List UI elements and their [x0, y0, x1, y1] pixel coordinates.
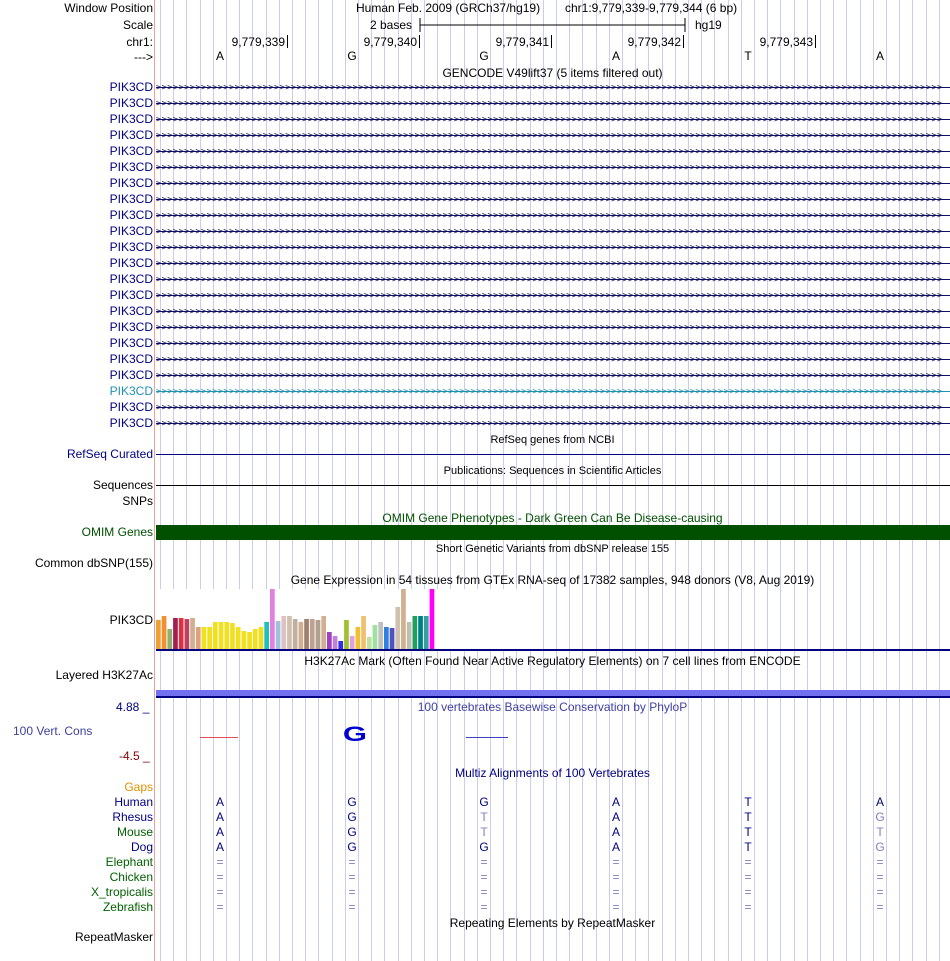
- scale-label: Scale: [122, 18, 153, 32]
- species-label[interactable]: Human: [114, 795, 153, 809]
- alignment-base: G: [347, 825, 357, 839]
- sequence-base: A: [875, 49, 884, 63]
- sidebar-divider: [154, 0, 155, 961]
- gencode-gene-label[interactable]: PIK3CD: [109, 416, 153, 430]
- gtex-bar[interactable]: [333, 636, 338, 649]
- gencode-gene-label[interactable]: PIK3CD: [109, 336, 153, 350]
- alignment-base: G: [347, 795, 357, 809]
- gtex-bar[interactable]: [395, 607, 400, 649]
- strand-arrows: >>>>>>>>>>>>>>>>>>>>>>>>>>>>>>>>>>>>>>>>>>>>>>>>>>>>>>>>>>>>>>>>>>>>>>>>>>>>>>>>>>>>>>>>>>>>>>>>>>>>>>>>>>>>>>>>>>>>>>>>>>>>>>>>>>>>>>>>>>>>: [156, 179, 943, 189]
- gtex-bar[interactable]: [281, 616, 286, 649]
- coordinate-label: 9,779,343: [759, 35, 813, 49]
- gencode-title: GENCODE V49lift37 (5 items filtered out): [442, 66, 663, 80]
- alignment-base: T: [744, 810, 752, 824]
- strand-arrows: >>>>>>>>>>>>>>>>>>>>>>>>>>>>>>>>>>>>>>>>>>>>>>>>>>>>>>>>>>>>>>>>>>>>>>>>>>>>>>>>>>>>>>>>>>>>>>>>>>>>>>>>>>>>>>>>>>>>>>>>>>>>>>>>>>>>>>>>>>>>: [156, 243, 943, 253]
- omim-title: OMIM Gene Phenotypes - Dark Green Can Be Disease-causing: [382, 511, 723, 525]
- alignment-base: T: [876, 825, 884, 839]
- gtex-bar[interactable]: [270, 589, 275, 649]
- alignment-base: =: [612, 900, 620, 914]
- gtex-bar[interactable]: [401, 589, 406, 649]
- strand-arrows: >>>>>>>>>>>>>>>>>>>>>>>>>>>>>>>>>>>>>>>>>>>>>>>>>>>>>>>>>>>>>>>>>>>>>>>>>>>>>>>>>>>>>>>>>>>>>>>>>>>>>>>>>>>>>>>>>>>>>>>>>>>>>>>>>>>>>>>>>>>>: [156, 387, 943, 397]
- alignment-base: =: [348, 885, 356, 899]
- chr-label: chr1:: [126, 35, 153, 49]
- repeatmasker-title: Repeating Elements by RepeatMasker: [449, 916, 656, 930]
- sequence-base: A: [215, 49, 224, 63]
- gtex-bar[interactable]: [407, 622, 412, 649]
- gtex-bar[interactable]: [413, 616, 418, 649]
- assembly-text: Human Feb. 2009 (GRCh37/hg19): [356, 1, 541, 15]
- coordinate-tick: [551, 35, 552, 48]
- alignment-base: G: [479, 795, 489, 809]
- gtex-bar[interactable]: [247, 632, 252, 649]
- gtex-bar[interactable]: [367, 637, 372, 649]
- scale-db: hg19: [695, 18, 722, 32]
- strand-arrows: >>>>>>>>>>>>>>>>>>>>>>>>>>>>>>>>>>>>>>>>>>>>>>>>>>>>>>>>>>>>>>>>>>>>>>>>>>>>>>>>>>>>>>>>>>>>>>>>>>>>>>>>>>>>>>>>>>>>>>>>>>>>>>>>>>>>>>>>>>>>: [156, 323, 943, 333]
- alignment-base: =: [348, 855, 356, 869]
- alignment-base: =: [216, 870, 224, 884]
- gencode-gene-label[interactable]: PIK3CD: [109, 144, 153, 158]
- strand-arrows: >>>>>>>>>>>>>>>>>>>>>>>>>>>>>>>>>>>>>>>>>>>>>>>>>>>>>>>>>>>>>>>>>>>>>>>>>>>>>>>>>>>>>>>>>>>>>>>>>>>>>>>>>>>>>>>>>>>>>>>>>>>>>>>>>>>>>>>>>>>>: [156, 355, 943, 365]
- gtex-bar[interactable]: [361, 616, 366, 649]
- gtex-bar[interactable]: [304, 619, 309, 649]
- alignment-base: T: [744, 840, 752, 854]
- gencode-gene-label[interactable]: PIK3CD: [109, 272, 153, 286]
- alignment-base: T: [744, 795, 752, 809]
- gtex-bar[interactable]: [356, 627, 361, 649]
- sequence-base: A: [611, 49, 620, 63]
- strand-arrows: >>>>>>>>>>>>>>>>>>>>>>>>>>>>>>>>>>>>>>>>>>>>>>>>>>>>>>>>>>>>>>>>>>>>>>>>>>>>>>>>>>>>>>>>>>>>>>>>>>>>>>>>>>>>>>>>>>>>>>>>>>>>>>>>>>>>>>>>>>>>: [156, 371, 943, 381]
- species-label[interactable]: Zebrafish: [102, 900, 153, 914]
- h3k27ac-label[interactable]: Layered H3K27Ac: [55, 668, 153, 682]
- phylop-ymin: -4.5 _: [119, 749, 150, 763]
- alignment-base: T: [744, 825, 752, 839]
- snps-label[interactable]: SNPs: [122, 494, 153, 508]
- h3k27ac-title: H3K27Ac Mark (Often Found Near Active Regulatory Elements) on 7 cell lines from ENCODE: [304, 654, 801, 668]
- coordinate-label: 9,779,341: [495, 35, 549, 49]
- alignment-base: =: [348, 870, 356, 884]
- alignment-base: A: [875, 795, 884, 809]
- sequence-base: T: [744, 49, 752, 63]
- refseq-label[interactable]: RefSeq Curated: [66, 447, 153, 461]
- alignment-base: G: [347, 840, 357, 854]
- window-position-label: Window Position: [64, 1, 153, 15]
- gtex-bar[interactable]: [321, 616, 326, 649]
- alignment-base: =: [612, 855, 620, 869]
- alignment-base: =: [480, 855, 488, 869]
- gtex-bar[interactable]: [167, 629, 172, 649]
- strand-arrows: >>>>>>>>>>>>>>>>>>>>>>>>>>>>>>>>>>>>>>>>>>>>>>>>>>>>>>>>>>>>>>>>>>>>>>>>>>>>>>>>>>>>>>>>>>>>>>>>>>>>>>>>>>>>>>>>>>>>>>>>>>>>>>>>>>>>>>>>>>>>: [156, 403, 943, 413]
- strand-arrows: >>>>>>>>>>>>>>>>>>>>>>>>>>>>>>>>>>>>>>>>>>>>>>>>>>>>>>>>>>>>>>>>>>>>>>>>>>>>>>>>>>>>>>>>>>>>>>>>>>>>>>>>>>>>>>>>>>>>>>>>>>>>>>>>>>>>>>>>>>>>: [156, 163, 943, 173]
- alignment-base: =: [612, 870, 620, 884]
- h3k27ac-baseline: [156, 696, 950, 698]
- gtex-bar[interactable]: [418, 616, 423, 649]
- refseq-line[interactable]: [156, 454, 950, 455]
- gtex-bar[interactable]: [384, 627, 389, 649]
- gtex-title: Gene Expression in 54 tissues from GTEx RNA-seq of 17382 samples, 948 donors (V8, Aug 2019): [290, 573, 815, 587]
- omim-bar[interactable]: [156, 525, 950, 540]
- phylop-ymax: 4.88 _: [116, 700, 150, 714]
- gtex-bar[interactable]: [213, 622, 218, 649]
- alignment-base: G: [479, 840, 489, 854]
- gencode-gene-label[interactable]: PIK3CD: [109, 288, 153, 302]
- alignment-base: =: [216, 855, 224, 869]
- gtex-label[interactable]: PIK3CD: [109, 613, 153, 627]
- gencode-gene-label[interactable]: PIK3CD: [109, 400, 153, 414]
- alignment-base: A: [611, 825, 620, 839]
- strand-arrows: >>>>>>>>>>>>>>>>>>>>>>>>>>>>>>>>>>>>>>>>>>>>>>>>>>>>>>>>>>>>>>>>>>>>>>>>>>>>>>>>>>>>>>>>>>>>>>>>>>>>>>>>>>>>>>>>>>>>>>>>>>>>>>>>>>>>>>>>>>>>: [156, 99, 943, 109]
- phylop-title: 100 vertebrates Basewise Conservation by PhyloP: [417, 700, 688, 714]
- gencode-gene-label[interactable]: PIK3CD: [109, 240, 153, 254]
- gencode-gene-label[interactable]: PIK3CD: [109, 176, 153, 190]
- gtex-bar[interactable]: [162, 616, 167, 649]
- gencode-gene-label[interactable]: PIK3CD: [109, 304, 153, 318]
- alignment-base: =: [876, 900, 884, 914]
- coordinate-tick: [287, 35, 288, 48]
- strand-arrows: >>>>>>>>>>>>>>>>>>>>>>>>>>>>>>>>>>>>>>>>>>>>>>>>>>>>>>>>>>>>>>>>>>>>>>>>>>>>>>>>>>>>>>>>>>>>>>>>>>>>>>>>>>>>>>>>>>>>>>>>>>>>>>>>>>>>>>>>>>>>: [156, 211, 943, 221]
- alignment-base: =: [612, 885, 620, 899]
- gencode-gene-label[interactable]: PIK3CD: [109, 96, 153, 110]
- gtex-bar[interactable]: [185, 619, 190, 649]
- gaps-label[interactable]: Gaps: [124, 780, 153, 794]
- alignment-base: G: [347, 810, 357, 824]
- species-label[interactable]: X_tropicalis: [90, 885, 153, 899]
- gtex-bar[interactable]: [173, 618, 178, 649]
- gtex-baseline: [156, 649, 950, 651]
- coordinate-tick: [419, 35, 420, 48]
- gtex-bar[interactable]: [390, 628, 395, 649]
- phylop-label[interactable]: 100 Vert. Cons: [13, 724, 93, 738]
- alignment-base: T: [480, 825, 488, 839]
- gtex-bar[interactable]: [310, 619, 315, 649]
- species-label[interactable]: Chicken: [109, 870, 153, 884]
- strand-arrows: >>>>>>>>>>>>>>>>>>>>>>>>>>>>>>>>>>>>>>>>>>>>>>>>>>>>>>>>>>>>>>>>>>>>>>>>>>>>>>>>>>>>>>>>>>>>>>>>>>>>>>>>>>>>>>>>>>>>>>>>>>>>>>>>>>>>>>>>>>>>: [156, 291, 943, 301]
- gtex-bar[interactable]: [316, 620, 321, 649]
- alignment-base: =: [348, 900, 356, 914]
- gtex-bar[interactable]: [242, 631, 247, 649]
- gtex-bar[interactable]: [430, 589, 435, 649]
- alignment-base: =: [480, 870, 488, 884]
- dbsnp-title: Short Genetic Variants from dbSNP release 155: [435, 543, 670, 555]
- alignment-base: G: [875, 840, 885, 854]
- scale-text: 2 bases: [370, 18, 413, 32]
- coordinate-tick: [683, 35, 684, 48]
- gtex-bar[interactable]: [373, 625, 378, 649]
- species-label[interactable]: Dog: [130, 840, 153, 854]
- alignment-base: =: [744, 900, 752, 914]
- position-text[interactable]: chr1:9,779,339-9,779,344 (6 bp): [565, 1, 738, 15]
- alignment-base: =: [216, 885, 224, 899]
- alignment-base: =: [876, 855, 884, 869]
- sequence-base: G: [479, 49, 489, 63]
- alignment-base: A: [611, 795, 620, 809]
- gtex-bar[interactable]: [196, 627, 201, 649]
- phylop-big-base: [332, 720, 378, 746]
- strand-arrows: >>>>>>>>>>>>>>>>>>>>>>>>>>>>>>>>>>>>>>>>>>>>>>>>>>>>>>>>>>>>>>>>>>>>>>>>>>>>>>>>>>>>>>>>>>>>>>>>>>>>>>>>>>>>>>>>>>>>>>>>>>>>>>>>>>>>>>>>>>>>: [156, 147, 943, 157]
- alignment-base: T: [480, 810, 488, 824]
- strand-arrows: >>>>>>>>>>>>>>>>>>>>>>>>>>>>>>>>>>>>>>>>>>>>>>>>>>>>>>>>>>>>>>>>>>>>>>>>>>>>>>>>>>>>>>>>>>>>>>>>>>>>>>>>>>>>>>>>>>>>>>>>>>>>>>>>>>>>>>>>>>>>: [156, 131, 943, 141]
- gencode-gene-label[interactable]: PIK3CD: [109, 208, 153, 222]
- alignment-base: =: [876, 885, 884, 899]
- alignment-base: A: [215, 840, 224, 854]
- gtex-bar[interactable]: [287, 616, 292, 649]
- gtex-bar[interactable]: [327, 632, 332, 649]
- gencode-gene-label[interactable]: PIK3CD: [109, 256, 153, 270]
- alignment-base: A: [611, 840, 620, 854]
- gtex-bar[interactable]: [190, 618, 195, 649]
- alignment-base: =: [480, 900, 488, 914]
- coordinate-tick: [815, 35, 816, 48]
- multiz-title: Multiz Alignments of 100 Vertebrates: [455, 766, 650, 780]
- strand-label: --->: [134, 50, 153, 64]
- strand-arrows: >>>>>>>>>>>>>>>>>>>>>>>>>>>>>>>>>>>>>>>>>>>>>>>>>>>>>>>>>>>>>>>>>>>>>>>>>>>>>>>>>>>>>>>>>>>>>>>>>>>>>>>>>>>>>>>>>>>>>>>>>>>>>>>>>>>>>>>>>>>>: [156, 307, 943, 317]
- sequence-base: G: [347, 49, 357, 63]
- gtex-bar[interactable]: [299, 622, 304, 649]
- gtex-bar[interactable]: [424, 616, 429, 649]
- alignment-base: =: [744, 885, 752, 899]
- publications-line[interactable]: [156, 485, 950, 486]
- gtex-bar[interactable]: [202, 627, 207, 649]
- gtex-bar[interactable]: [276, 621, 281, 649]
- gencode-gene-label[interactable]: PIK3CD: [109, 128, 153, 142]
- refseq-title: RefSeq genes from NCBI: [490, 434, 615, 446]
- alignment-base: A: [215, 795, 224, 809]
- gtex-bar[interactable]: [338, 641, 343, 649]
- repeatmasker-label[interactable]: RepeatMasker: [74, 930, 153, 944]
- species-label[interactable]: Rhesus: [112, 810, 153, 824]
- gtex-bar[interactable]: [207, 627, 212, 649]
- strand-arrows: >>>>>>>>>>>>>>>>>>>>>>>>>>>>>>>>>>>>>>>>>>>>>>>>>>>>>>>>>>>>>>>>>>>>>>>>>>>>>>>>>>>>>>>>>>>>>>>>>>>>>>>>>>>>>>>>>>>>>>>>>>>>>>>>>>>>>>>>>>>>: [156, 83, 943, 93]
- alignment-base: A: [215, 810, 224, 824]
- gtex-bar[interactable]: [264, 622, 269, 649]
- gencode-gene-label[interactable]: PIK3CD: [109, 112, 153, 126]
- gtex-bar[interactable]: [378, 622, 383, 649]
- phylop-pos-bar: [466, 737, 508, 738]
- coordinate-label: 9,779,339: [231, 35, 285, 49]
- strand-arrows: >>>>>>>>>>>>>>>>>>>>>>>>>>>>>>>>>>>>>>>>>>>>>>>>>>>>>>>>>>>>>>>>>>>>>>>>>>>>>>>>>>>>>>>>>>>>>>>>>>>>>>>>>>>>>>>>>>>>>>>>>>>>>>>>>>>>>>>>>>>>: [156, 227, 943, 237]
- gencode-gene-label[interactable]: PIK3CD: [109, 80, 153, 94]
- gencode-gene-label[interactable]: PIK3CD: [109, 352, 153, 366]
- coordinate-label: 9,779,342: [627, 35, 681, 49]
- omim-label[interactable]: OMIM Genes: [81, 525, 153, 539]
- gtex-bar[interactable]: [224, 622, 229, 649]
- gencode-gene-label[interactable]: PIK3CD: [109, 160, 153, 174]
- alignment-base: G: [875, 810, 885, 824]
- phylop-neg-bar: [200, 737, 238, 738]
- gtex-bar[interactable]: [219, 622, 224, 649]
- strand-arrows: >>>>>>>>>>>>>>>>>>>>>>>>>>>>>>>>>>>>>>>>>>>>>>>>>>>>>>>>>>>>>>>>>>>>>>>>>>>>>>>>>>>>>>>>>>>>>>>>>>>>>>>>>>>>>>>>>>>>>>>>>>>>>>>>>>>>>>>>>>>>: [156, 259, 943, 269]
- gtex-bar[interactable]: [253, 629, 258, 649]
- species-label[interactable]: Mouse: [116, 825, 153, 839]
- gencode-gene-label[interactable]: PIK3CD: [109, 368, 153, 382]
- gtex-bar[interactable]: [350, 636, 355, 649]
- gtex-bar[interactable]: [156, 620, 161, 649]
- species-label[interactable]: Elephant: [105, 855, 153, 869]
- gtex-bar[interactable]: [236, 627, 241, 649]
- alignment-base: A: [215, 825, 224, 839]
- strand-arrows: >>>>>>>>>>>>>>>>>>>>>>>>>>>>>>>>>>>>>>>>>>>>>>>>>>>>>>>>>>>>>>>>>>>>>>>>>>>>>>>>>>>>>>>>>>>>>>>>>>>>>>>>>>>>>>>>>>>>>>>>>>>>>>>>>>>>>>>>>>>>: [156, 419, 943, 429]
- phylop-big-base-text: G: [342, 721, 368, 746]
- alignment-base: =: [480, 885, 488, 899]
- gencode-gene-label[interactable]: PIK3CD: [109, 320, 153, 334]
- gtex-bar-chart[interactable]: [156, 589, 556, 649]
- publications-label[interactable]: Sequences: [92, 478, 153, 492]
- alignment-base: =: [744, 855, 752, 869]
- alignment-base: =: [876, 870, 884, 884]
- alignment-base: A: [611, 810, 620, 824]
- gencode-gene-label[interactable]: PIK3CD: [109, 224, 153, 238]
- gtex-bar[interactable]: [230, 623, 235, 649]
- strand-arrows: >>>>>>>>>>>>>>>>>>>>>>>>>>>>>>>>>>>>>>>>>>>>>>>>>>>>>>>>>>>>>>>>>>>>>>>>>>>>>>>>>>>>>>>>>>>>>>>>>>>>>>>>>>>>>>>>>>>>>>>>>>>>>>>>>>>>>>>>>>>>: [156, 339, 943, 349]
- strand-arrows: >>>>>>>>>>>>>>>>>>>>>>>>>>>>>>>>>>>>>>>>>>>>>>>>>>>>>>>>>>>>>>>>>>>>>>>>>>>>>>>>>>>>>>>>>>>>>>>>>>>>>>>>>>>>>>>>>>>>>>>>>>>>>>>>>>>>>>>>>>>>: [156, 195, 943, 205]
- gtex-bar[interactable]: [293, 619, 298, 649]
- alignment-base: =: [744, 870, 752, 884]
- strand-arrows: >>>>>>>>>>>>>>>>>>>>>>>>>>>>>>>>>>>>>>>>>>>>>>>>>>>>>>>>>>>>>>>>>>>>>>>>>>>>>>>>>>>>>>>>>>>>>>>>>>>>>>>>>>>>>>>>>>>>>>>>>>>>>>>>>>>>>>>>>>>>: [156, 275, 943, 285]
- gtex-bar[interactable]: [344, 620, 349, 649]
- gtex-bar[interactable]: [179, 618, 184, 649]
- alignment-base: =: [216, 900, 224, 914]
- coordinate-label: 9,779,340: [363, 35, 417, 49]
- publications-title: Publications: Sequences in Scientific Articles: [443, 465, 662, 477]
- strand-arrows: >>>>>>>>>>>>>>>>>>>>>>>>>>>>>>>>>>>>>>>>>>>>>>>>>>>>>>>>>>>>>>>>>>>>>>>>>>>>>>>>>>>>>>>>>>>>>>>>>>>>>>>>>>>>>>>>>>>>>>>>>>>>>>>>>>>>>>>>>>>>: [156, 115, 943, 125]
- gtex-bar[interactable]: [259, 627, 264, 649]
- gencode-gene-label[interactable]: PIK3CD: [109, 384, 153, 398]
- dbsnp-label[interactable]: Common dbSNP(155): [34, 556, 153, 570]
- gencode-gene-label[interactable]: PIK3CD: [109, 192, 153, 206]
